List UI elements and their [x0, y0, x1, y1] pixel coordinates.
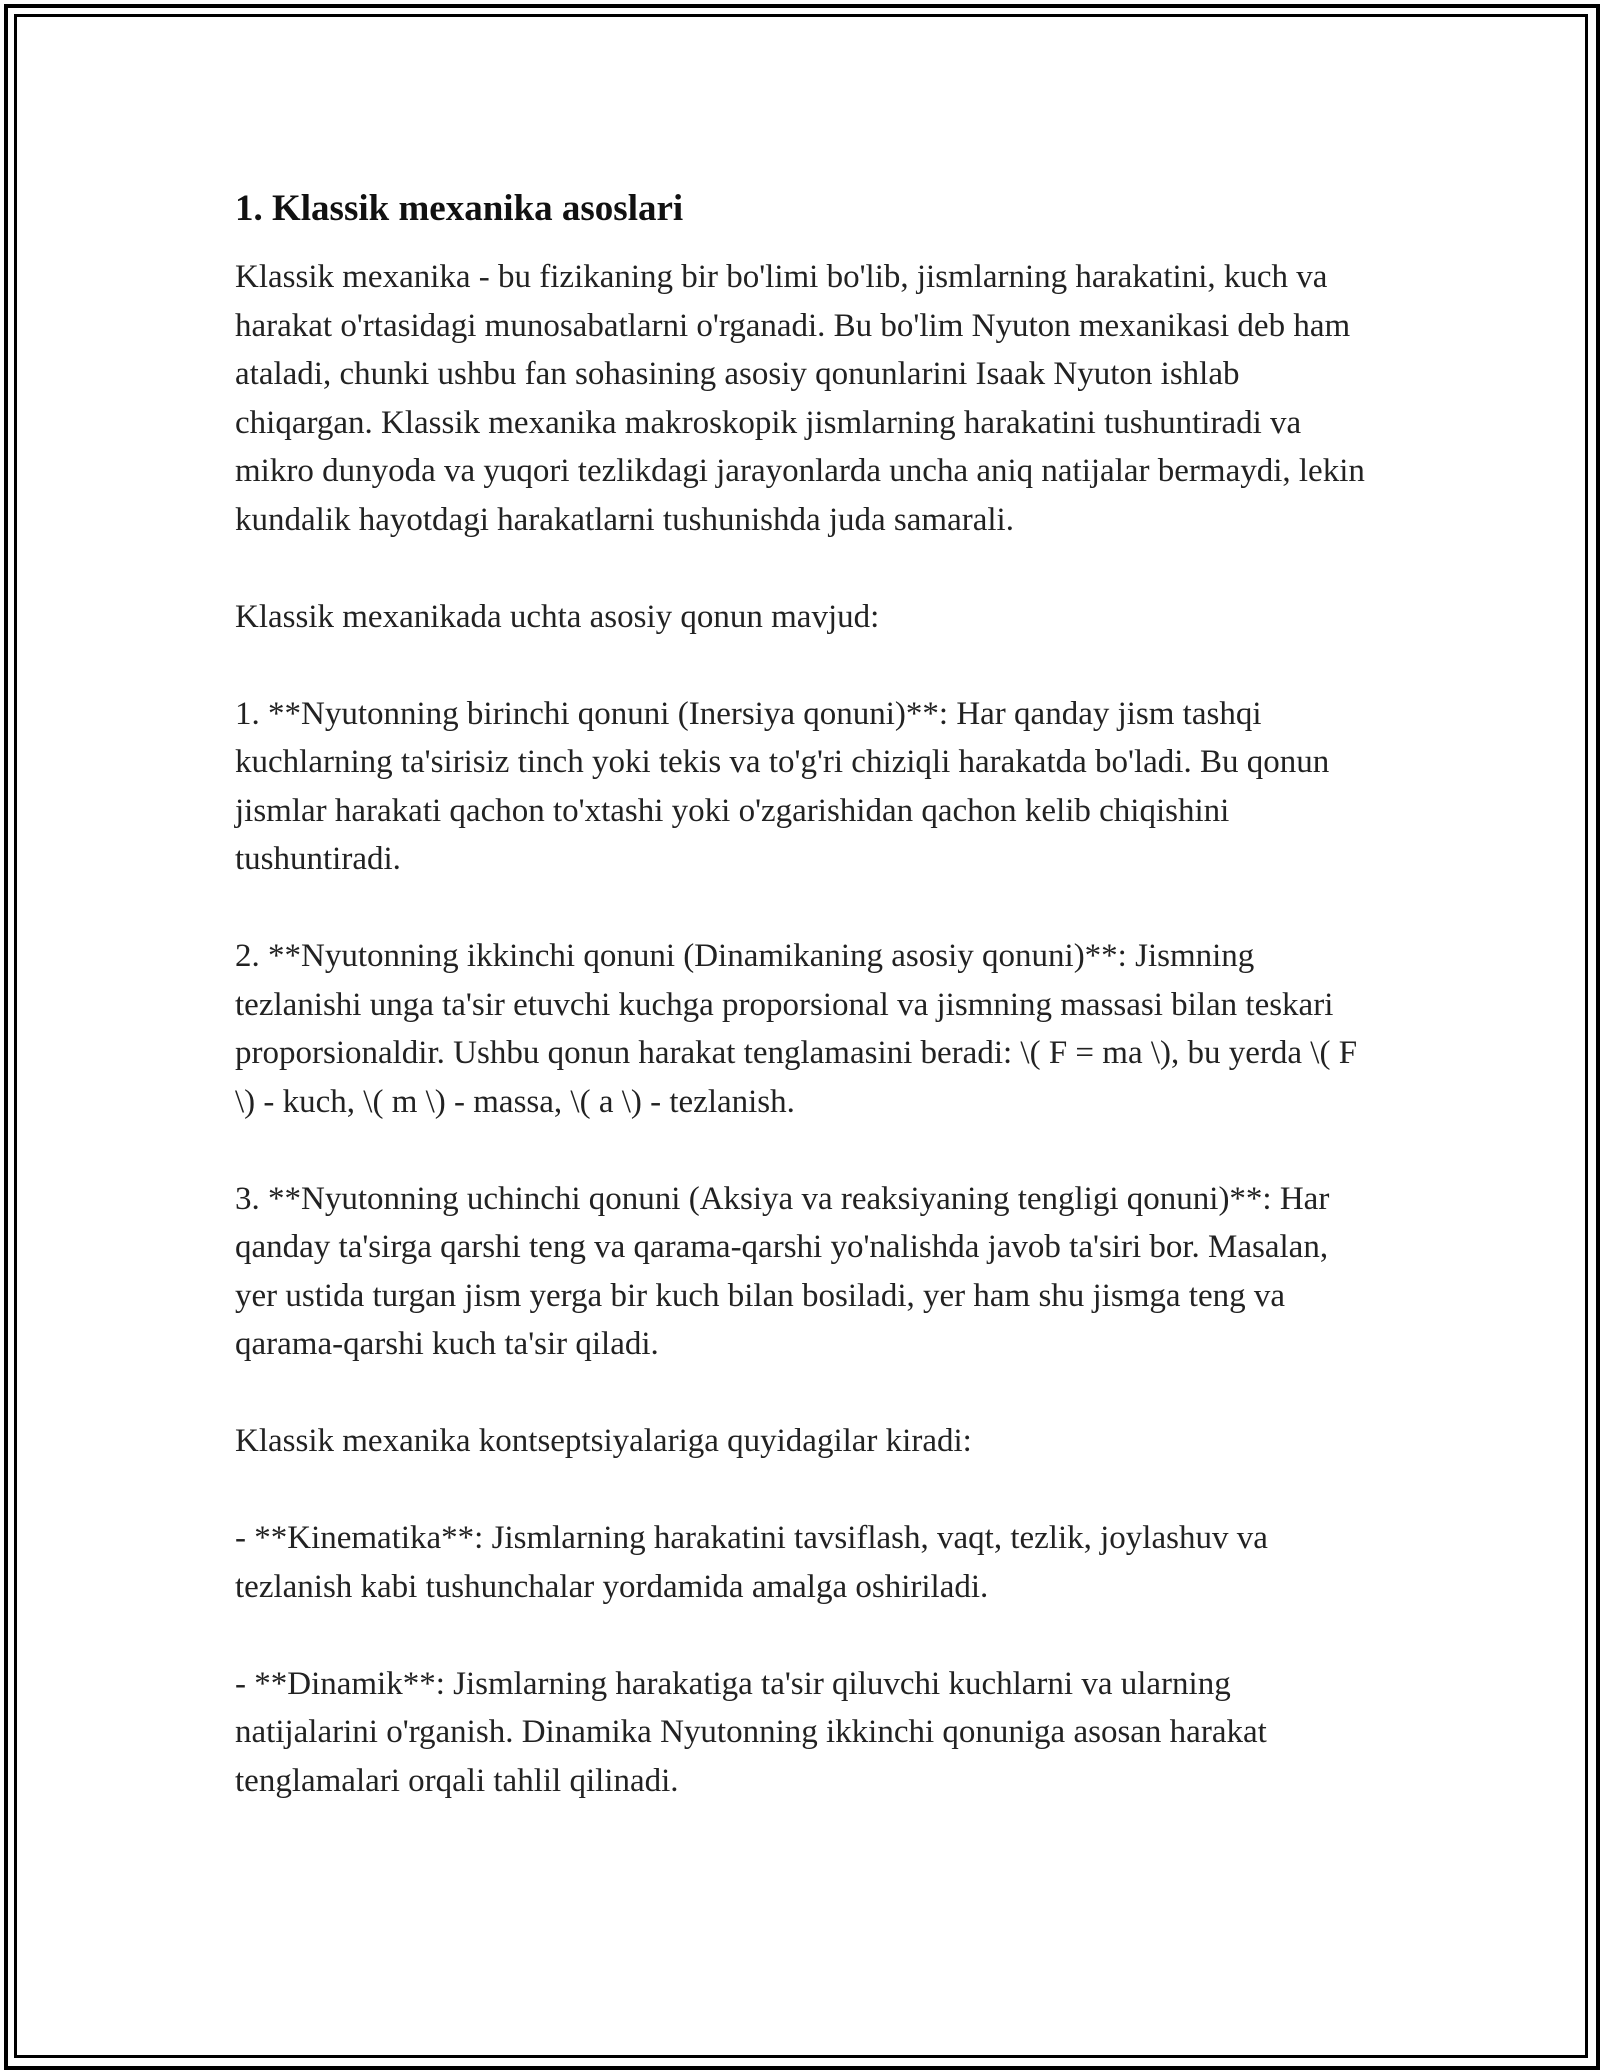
- paragraph-first-law: 1. **Nyutonning birinchi qonuni (Inersiya qonuni)**: Har qanday jism tashqi kuchlarning ta'sirisiz tinch yoki tekis va to'g'ri chiziqli harakatda bo'ladi. Bu qonun jismlar harakati qachon to'xtashi yoki o'zgarishidan qachon kelib chiqishini tushuntiradi.: [235, 695, 1330, 877]
- section-title: 1. Klassik mexanika asoslari: [235, 188, 684, 229]
- paragraph-dynamics: - **Dinamik**: Jismlarning harakatiga ta'sir qiluvchi kuchlarni va ularning natijalarini o'rganish. Dinamika Nyutonning ikkinchi qonuniga asosan harakat tenglamalari orqali tahlil qilinadi.: [235, 1665, 1267, 1799]
- paragraph-second-law: 2. **Nyutonning ikkinchi qonuni (Dinamikaning asosiy qonuni)**: Jismning tezlanishi unga ta'sir etuvchi kuchga proporsional va jismning massasi bilan teskari proporsionaldir. Ushbu qonun harakat tenglamasini beradi: \( F = ma \), bu yerda \( F \) - kuch, \( m \) - massa, \( a \) - tezlanish.: [235, 938, 1358, 1120]
- paragraph-third-law: 3. **Nyutonning uchinchi qonuni (Aksiya va reaksiyaning tengligi qonuni)**: Har qanday ta'sirga qarshi teng va qarama-qarshi yo'nalishda javob ta'siri bor. Masalan, yer ustida turgan jism yerga bir kuch bilan bosiladi, yer ham shu jismga teng va qarama-qarshi kuch ta'sir qiladi.: [235, 1180, 1330, 1362]
- paragraph-kinematics: - **Kinematika**: Jismlarning harakatini tavsiflash, vaqt, tezlik, joylashuv va tezlanish kabi tushunchalar yordamida amalga oshiriladi.: [235, 1520, 1268, 1605]
- paragraph-laws-intro: Klassik mexanikada uchta asosiy qonun mavjud:: [235, 598, 880, 635]
- paragraph-concepts-intro: Klassik mexanika kontseptsiyalariga quyidagilar kiradi:: [235, 1423, 972, 1459]
- paragraph-intro: Klassik mexanika - bu fizikaning bir bo'limi bo'lib, jismlarning harakatini, kuch va harakat o'rtasidagi munosabatlarni o'rganadi. Bu bo'lim Nyuton mexanikasi deb ham ataladi, chunki ushbu fan sohasining asosiy qonunlarini Isaak Nyuton ishlab chiqargan. Klassik mexanika makroskopik jismlarning harakatini tushuntiradi va mikro dunyoda va yuqori tezlikdagi jarayonlarda uncha aniq natijalar bermaydi, lekin kundalik hayotdagi harakatlarni tushunishda juda samarali.: [235, 259, 1365, 538]
- document-body: [235, 183, 1365, 1805]
